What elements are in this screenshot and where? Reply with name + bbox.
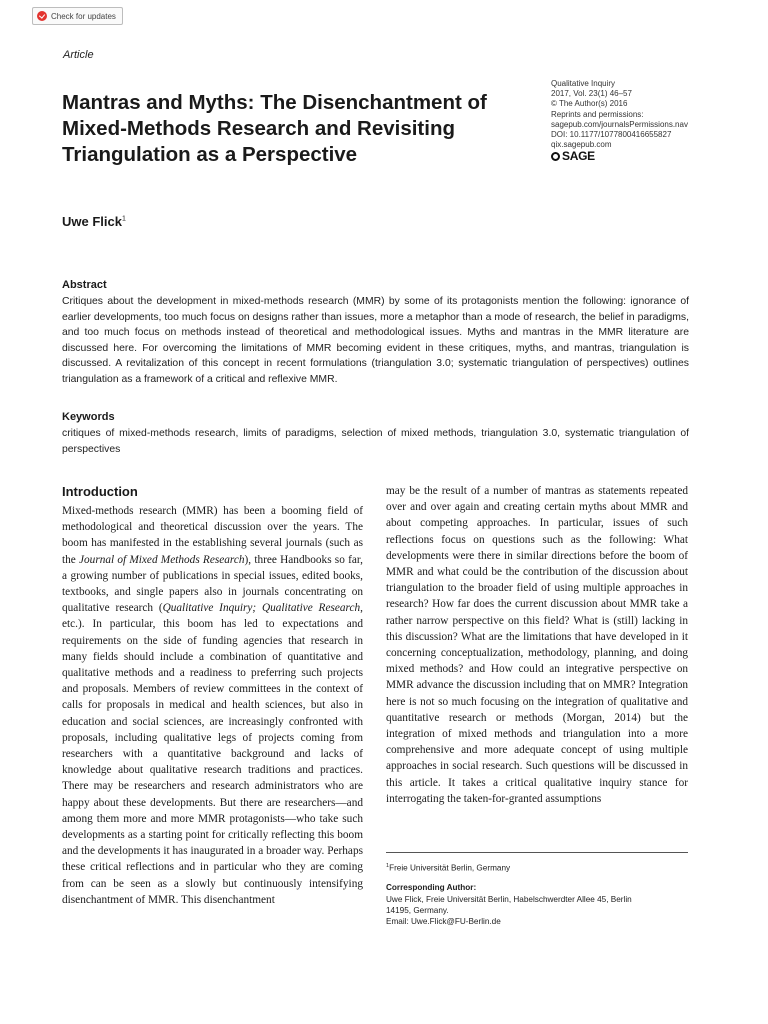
doi-link[interactable]: DOI: 10.1177/1077800416655827 xyxy=(551,130,672,140)
journal-name: Qualitative Inquiry xyxy=(551,79,616,88)
article-type-label: Article xyxy=(63,49,94,61)
sage-logo xyxy=(551,149,751,164)
intro-journal-title-2: Qualitative Inquiry; Qualitative Research xyxy=(162,602,361,615)
reprints-line: Reprints and permissions: xyxy=(551,109,644,119)
check-updates-icon xyxy=(37,11,47,21)
copyright-line: © The Author(s) 2016 xyxy=(551,99,628,109)
affiliation-footnote-mark: 1 xyxy=(386,863,390,869)
affiliation-footnote xyxy=(386,861,688,874)
check-for-updates-button[interactable] xyxy=(32,7,123,25)
author-name-text: Uwe Flick xyxy=(62,214,122,229)
intro-text-part1: Mixed-methods research (MMR) has been a booming field of methodological and theoretical discussion over the years. The boom has manifested in the establishing several journals (such as the xyxy=(62,505,363,566)
author-name xyxy=(62,214,126,229)
affiliation-text: Freie Universität Berlin, Germany xyxy=(389,863,511,873)
keywords-heading: Keywords xyxy=(62,411,115,423)
corresponding-address-line1: Uwe Flick, Freie Universität Berlin, Habelschwerdter Allee 45, Berlin xyxy=(386,895,632,904)
abstract-heading: Abstract xyxy=(62,279,107,291)
check-updates-label: Check for updates xyxy=(51,11,116,21)
publisher-name: SAGE xyxy=(562,149,595,164)
corresponding-address-line2: 14195, Germany. xyxy=(386,906,449,915)
sage-logo-icon xyxy=(551,152,560,161)
author-affiliation-mark: 1 xyxy=(121,215,126,223)
corresponding-author-heading: Corresponding Author: xyxy=(386,883,477,892)
introduction-heading: Introduction xyxy=(62,484,138,499)
intro-text-part2: ), three Handbooks so far, a growing number of publications in special issues, edited books, textbooks, and single papers also in journals concentrating on qualitative research ( xyxy=(62,553,363,615)
keywords-text: critiques of mixed-methods research, limits of paradigms, selection of mixed methods, triangulation 3.0, systematic triangulation of perspectives xyxy=(62,428,689,455)
permissions-link[interactable]: sagepub.com/journalsPermissions.nav xyxy=(551,119,688,129)
paper-title: Mantras and Myths: The Disenchantment of Mixed-Methods Research and Revisiting Triangulation as a Perspective xyxy=(62,91,487,166)
journal-metadata xyxy=(551,79,751,162)
intro-text-part3: , etc.). In particular, this boom has led to expectations and requirements on the side of funding agencies that research in many fields should include a combination of quantitative and qualitative methods and a readiness to preferring such projects and proposals. Members of review committees in the context of calls for proposals in medical and health sciences, but also in education and social sciences, are increasingly confronted with proposals, including qualitative legs of projects coming from researchers with a quantitative background and lacks of knowledge about qualitative research traditions and practices. There may be researchers and research administrators who are happy about these developments. But there are researchers—and among them more and more MMR protagonists—who take such developments as a starting point for critically reflecting this boom and the developments it has inaugurated in a broader way. Perhaps these critical reflections and in particular who they are coming from can be seen as a slowly but continuously intensifying disenchantment of MMR. This disenchantment xyxy=(62,602,363,906)
intro-journal-title-1: Journal of Mixed Methods Research xyxy=(79,553,245,566)
footnote-divider xyxy=(386,852,688,853)
introduction-left-column xyxy=(62,503,363,908)
corresponding-author-details xyxy=(386,894,696,927)
journal-volume: 2017, Vol. 23(1) 46–57 xyxy=(551,89,632,99)
journal-site-link[interactable]: qix.sagepub.com xyxy=(551,140,612,150)
abstract-text: Critiques about the development in mixed-methods research (MMR) by some of its protagonists mention the following: ignorance of earlier developments, too much focus on designs rather than issues, more a metaphor than a mode of research, the belief in paradigms, and too much focus on methods instead of theoretical and methodological issues. Myths and mantras in the MMR literature are discussed here. For overcoming the limitations of MMR becoming evident in these critiques, myths, and mantras, triangulation is discussed. A revitalization of this concept in recent formulations (triangulation 3.0; systematic triangulation of perspectives) outlines triangulation as a framework of a critical and reflexive MMR. xyxy=(62,296,689,385)
introduction-right-column: may be the result of a number of mantras as statements repeated over and over again and creating certain myths about MMR and about competing approaches. In particular, issues of such reflections focus on questions such as the following: What developments were there in similar directions before the boom of MMR and what could be the contribution of the discussion about triangulation to the broader field of using multiple approaches in research? How far does the current discussion about MMR take a rather narrow perspective on this field? What is (still) lacking in this discussion? What are the limitations that have developed in it concerning conceptualization, methodology, planning, and doing mixed methods? and How could an integrative perspective on MMR advance the discussion including that on MMR? Integration here is not so much focusing on the integration of qualitative and quantitative research or methods (Morgan, 2014) but the integration of mixed methods and triangulation into a more comprehensive and more adequate concept of using multiple approaches in social research. Such questions will be discussed in this article. It takes a critical qualitative inquiry stance for interrogating the taken-for-granted assumptions xyxy=(386,485,688,805)
corresponding-email[interactable]: Email: Uwe.Flick@FU-Berlin.de xyxy=(386,917,501,926)
